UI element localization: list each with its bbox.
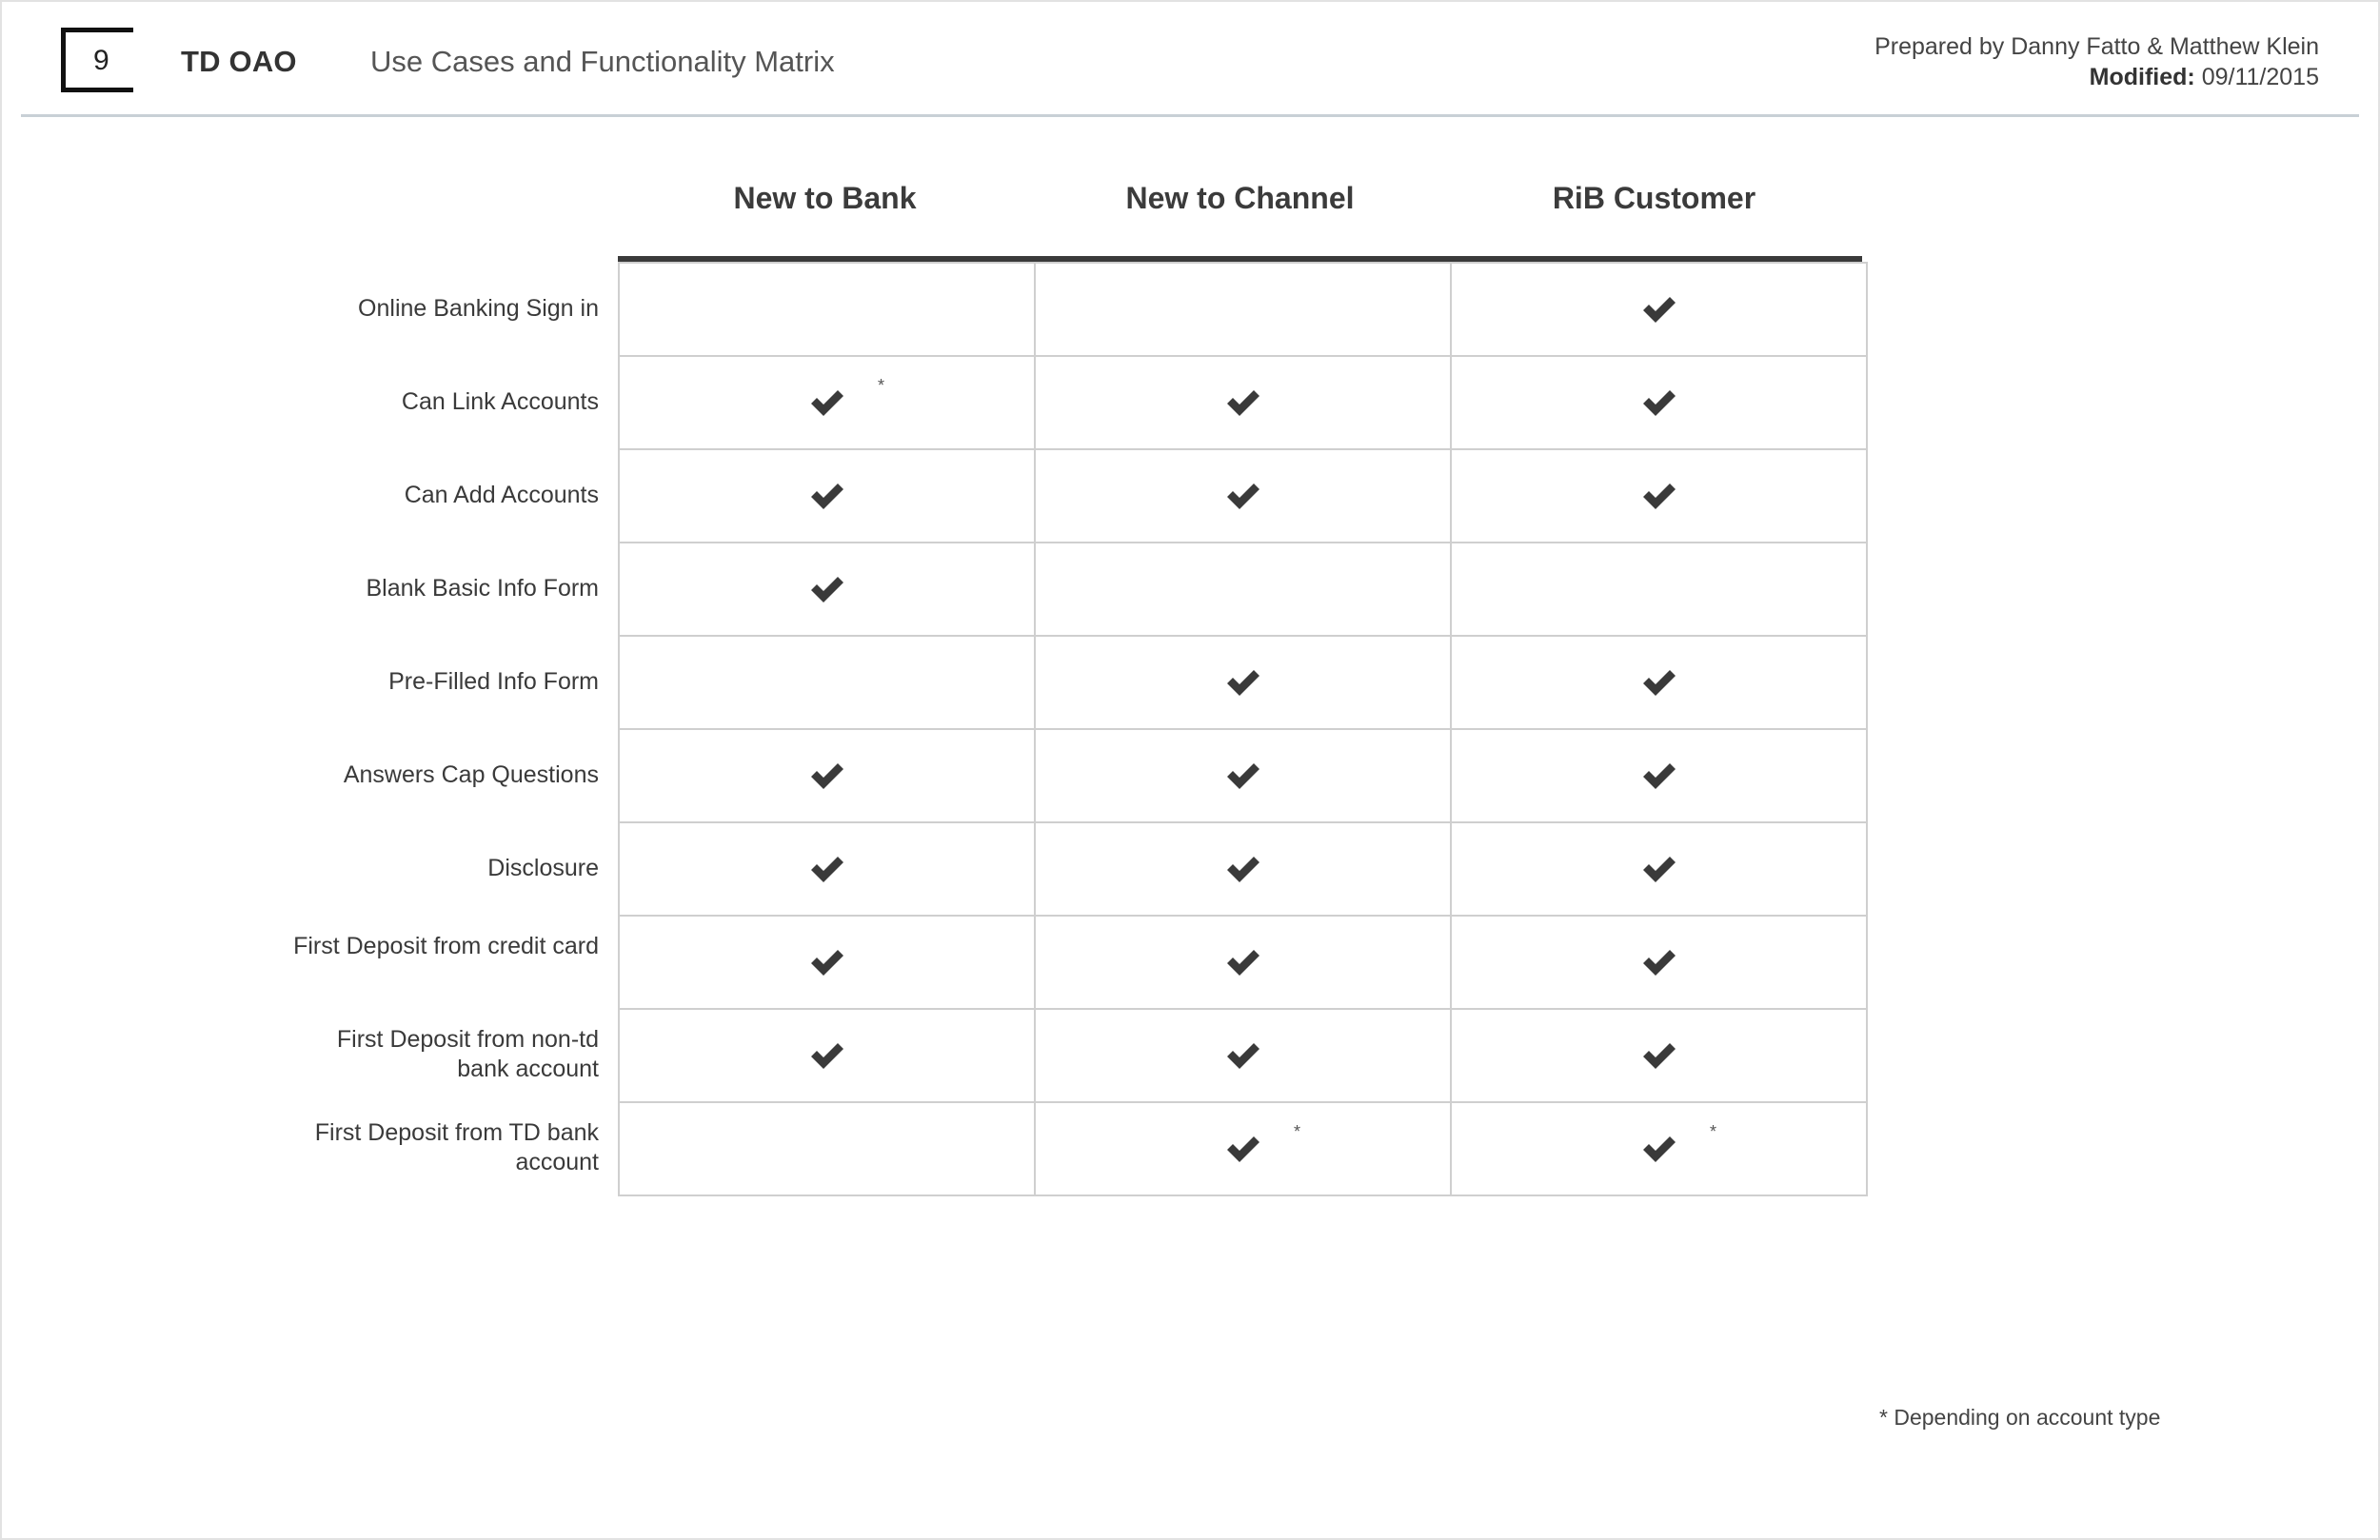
matrix-cell: [1035, 822, 1451, 916]
checkmark-icon: [1641, 1041, 1677, 1070]
page-number: 9: [93, 45, 109, 76]
matrix-cell: [619, 1009, 1035, 1102]
checkmark-icon: [1225, 1041, 1261, 1070]
matrix-cell: [1035, 729, 1451, 822]
matrix-cell: [619, 729, 1035, 822]
column-header-new-to-bank: New to Bank: [733, 181, 917, 215]
matrix-cell: [1451, 1009, 1867, 1102]
matrix-row: [619, 636, 1867, 729]
row-label: First Deposit from non-td bank account: [336, 1026, 599, 1082]
footnote-marker: *: [1294, 1122, 1301, 1141]
checkmark-icon: [1641, 761, 1677, 790]
checkmark-icon: [1641, 668, 1677, 697]
checkmark-icon: [809, 1041, 845, 1070]
checkmark-icon: [1641, 948, 1677, 977]
matrix-cell: [1451, 729, 1867, 822]
matrix-row: [619, 449, 1867, 543]
matrix-row: [619, 356, 1867, 449]
checkmark-icon: [1641, 855, 1677, 883]
matrix-cell: [619, 356, 1035, 449]
checkmark-icon: [1641, 388, 1677, 417]
matrix-cell: [619, 543, 1035, 636]
matrix-row: [619, 822, 1867, 916]
matrix-cell: [1035, 356, 1451, 449]
checkmark-icon: [1225, 388, 1261, 417]
matrix-cell: [1451, 916, 1867, 1009]
matrix-cell: [1451, 636, 1867, 729]
checkmark-icon: [1641, 482, 1677, 510]
project-name: TD OAO: [181, 45, 297, 78]
row-label: Online Banking Sign in: [358, 294, 599, 322]
checkmark-icon: [1225, 482, 1261, 510]
matrix-cell: [1035, 263, 1451, 356]
header-divider: [21, 114, 2359, 117]
footnote-marker: *: [878, 376, 885, 395]
checkmark-icon: [1641, 295, 1677, 324]
checkmark-icon: [1225, 761, 1261, 790]
matrix-cell: [619, 916, 1035, 1009]
matrix-cell: [619, 822, 1035, 916]
checkmark-icon: [809, 761, 845, 790]
row-label: Blank Basic Info Form: [366, 574, 599, 602]
matrix-row: [619, 1009, 1867, 1102]
matrix-cell: [619, 636, 1035, 729]
matrix-cell: [1035, 1102, 1451, 1195]
modified-label: Modified:: [2089, 64, 2195, 90]
checkmark-icon: [809, 948, 845, 977]
matrix-row: [619, 729, 1867, 822]
matrix-row: [619, 543, 1867, 636]
checkmark-icon: [809, 575, 845, 603]
checkmark-icon: [1225, 948, 1261, 977]
modified-date: 09/11/2015: [2201, 64, 2319, 90]
footnote: * Depending on account type: [1879, 1405, 2161, 1430]
checkmark-icon: [809, 482, 845, 510]
row-label: First Deposit from credit card: [293, 933, 599, 959]
matrix-cell: [1451, 263, 1867, 356]
matrix-cell: [1035, 916, 1451, 1009]
row-label: Disclosure: [487, 854, 599, 881]
column-header-new-to-channel: New to Channel: [1125, 181, 1355, 215]
matrix-cell: [619, 1102, 1035, 1195]
matrix-cell: [619, 449, 1035, 543]
matrix-row: [619, 263, 1867, 356]
matrix-cell: [1035, 636, 1451, 729]
checkmark-icon: [809, 855, 845, 883]
matrix-cell: [1035, 449, 1451, 543]
row-label: First Deposit from TD bank account: [314, 1119, 599, 1175]
matrix-row: [619, 916, 1867, 1009]
matrix-cell: [1451, 449, 1867, 543]
matrix-row: [619, 1102, 1867, 1195]
checkmark-icon: [1225, 855, 1261, 883]
matrix-cell: [1451, 822, 1867, 916]
modified-line: [1874, 62, 2319, 92]
checkmark-icon: [1225, 668, 1261, 697]
checkmark-icon: [1641, 1135, 1677, 1163]
page-title: Use Cases and Functionality Matrix: [370, 45, 835, 78]
footnote-marker: *: [1710, 1122, 1717, 1141]
column-header-rib-customer: RiB Customer: [1552, 181, 1756, 215]
checkmark-icon: [809, 388, 845, 417]
document-meta: [1874, 31, 2319, 92]
checkmark-icon: [1225, 1135, 1261, 1163]
row-label: Answers Cap Questions: [343, 760, 599, 788]
matrix-cell: [1451, 356, 1867, 449]
matrix-cell: [1451, 1102, 1867, 1195]
matrix-cell: [1035, 1009, 1451, 1102]
row-label: Can Link Accounts: [401, 387, 599, 415]
page-number-badge: [61, 28, 133, 92]
row-label: Pre-Filled Info Form: [388, 667, 599, 695]
row-label: Can Add Accounts: [404, 481, 599, 508]
matrix-cell: [1035, 543, 1451, 636]
prepared-by: Prepared by Danny Fatto & Matthew Klein: [1874, 33, 2319, 60]
matrix-cell: [619, 263, 1035, 356]
matrix-cell: [1451, 543, 1867, 636]
functionality-matrix: [618, 262, 1868, 1196]
